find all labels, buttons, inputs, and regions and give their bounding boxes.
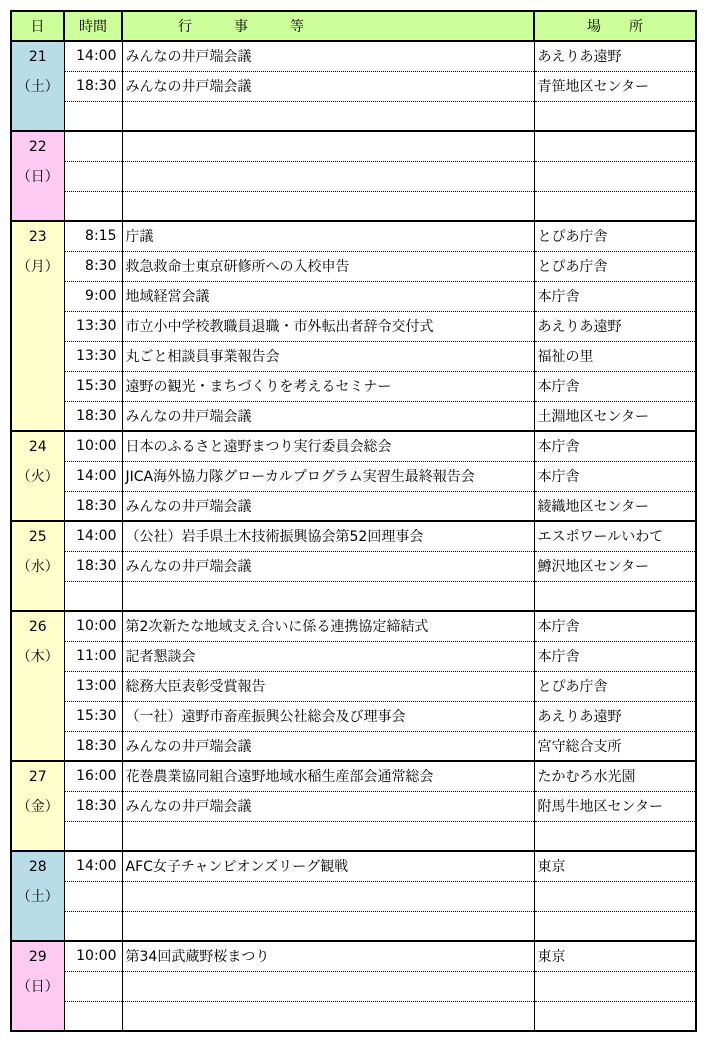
time-cell [64, 911, 122, 941]
schedule-row [11, 911, 696, 941]
day-number: 23 [28, 229, 47, 245]
schedule-row [11, 611, 696, 641]
event-cell: みんなの井戸端会議 [122, 71, 534, 101]
time-cell [64, 581, 122, 611]
event-cell [122, 821, 534, 851]
time-cell: 13:30 [64, 341, 122, 371]
schedule-row [11, 551, 696, 581]
place-cell: 鱒沢地区センター [534, 551, 696, 581]
schedule-row [11, 821, 696, 851]
place-cell: 本庁舎 [534, 431, 696, 461]
schedule-row [11, 731, 696, 761]
time-cell: 10:00 [64, 431, 122, 461]
day-number: 25 [28, 529, 47, 545]
day-weekday: （水） [16, 559, 59, 575]
event-cell [122, 1001, 534, 1031]
event-cell [122, 131, 534, 161]
event-cell: 地域経営会議 [122, 281, 534, 311]
event-cell: みんなの井戸端会議 [122, 41, 534, 71]
schedule-row [11, 971, 696, 1001]
schedule-row [11, 191, 696, 221]
time-cell: 10:00 [64, 611, 122, 641]
place-cell [534, 1001, 696, 1031]
schedule-row [11, 401, 696, 431]
schedule-row [11, 671, 696, 701]
schedule-row [11, 371, 696, 401]
day-weekday: （土） [16, 889, 59, 905]
event-cell: みんなの井戸端会議 [122, 551, 534, 581]
header-row [11, 11, 696, 41]
event-cell [122, 101, 534, 131]
day-weekday: （日） [16, 169, 59, 185]
place-cell: 宮守総合支所 [534, 731, 696, 761]
header-time: 時間 [64, 11, 122, 41]
event-cell: 丸ごと相談員事業報告会 [122, 341, 534, 371]
event-cell: （一社）遠野市畜産振興公社総会及び理事会 [122, 701, 534, 731]
day-number: 29 [28, 949, 47, 965]
schedule-row [11, 161, 696, 191]
time-cell [64, 161, 122, 191]
place-cell [534, 821, 696, 851]
event-cell: 第34回武蔵野桜まつり [122, 941, 534, 971]
schedule-row [11, 281, 696, 311]
day-cell [11, 761, 64, 851]
schedule-row [11, 131, 696, 161]
event-cell: みんなの井戸端会議 [122, 401, 534, 431]
schedule-row [11, 41, 696, 71]
schedule-body [11, 41, 696, 1031]
schedule-row [11, 221, 696, 251]
time-cell [64, 1001, 122, 1031]
event-cell: 総務大臣表彰受賞報告 [122, 671, 534, 701]
event-cell [122, 881, 534, 911]
day-weekday: （火） [16, 469, 59, 485]
day-cell [11, 221, 64, 431]
time-cell: 14:00 [64, 521, 122, 551]
place-cell: とぴあ庁舎 [534, 221, 696, 251]
event-cell: 第2次新たな地域支え合いに係る連携協定締結式 [122, 611, 534, 641]
day-weekday: （土） [16, 79, 59, 95]
header-day: 日 [11, 11, 64, 41]
schedule-row [11, 71, 696, 101]
day-weekday: （金） [16, 799, 59, 815]
time-cell: 18:30 [64, 731, 122, 761]
place-cell: 東京 [534, 941, 696, 971]
schedule-row [11, 521, 696, 551]
day-cell [11, 431, 64, 521]
time-cell [64, 821, 122, 851]
schedule-row [11, 761, 696, 791]
schedule-row [11, 461, 696, 491]
place-cell [534, 101, 696, 131]
place-cell: たかむろ水光園 [534, 761, 696, 791]
schedule-row [11, 431, 696, 461]
time-cell: 10:00 [64, 941, 122, 971]
time-cell: 13:30 [64, 311, 122, 341]
day-number: 26 [28, 619, 47, 635]
time-cell: 8:15 [64, 221, 122, 251]
day-weekday: （木） [16, 649, 59, 665]
event-cell: （公社）岩手県土木技術振興協会第52回理事会 [122, 521, 534, 551]
event-cell: みんなの井戸端会議 [122, 731, 534, 761]
place-cell [534, 881, 696, 911]
schedule-row [11, 701, 696, 731]
place-cell: 土淵地区センター [534, 401, 696, 431]
day-number: 27 [28, 769, 47, 785]
header-event: 行 事 等 [122, 11, 534, 41]
day-cell [11, 851, 64, 941]
header-place: 場 所 [534, 11, 696, 41]
time-cell: 9:00 [64, 281, 122, 311]
schedule-row [11, 641, 696, 671]
schedule-row [11, 941, 696, 971]
event-cell [122, 971, 534, 1001]
event-cell [122, 581, 534, 611]
place-cell: 附馬牛地区センター [534, 791, 696, 821]
event-cell: 救急救命士東京研修所への入校申告 [122, 251, 534, 281]
day-cell [11, 521, 64, 611]
place-cell [534, 581, 696, 611]
event-cell: AFC女子チャンピオンズリーグ観戦 [122, 851, 534, 881]
place-cell: 綾織地区センター [534, 491, 696, 521]
time-cell [64, 971, 122, 1001]
day-cell [11, 41, 64, 131]
day-number: 22 [28, 139, 47, 155]
event-cell: 遠野の観光・まちづくりを考えるセミナー [122, 371, 534, 401]
event-cell [122, 191, 534, 221]
place-cell [534, 131, 696, 161]
place-cell [534, 191, 696, 221]
place-cell: あえりあ遠野 [534, 311, 696, 341]
time-cell [64, 101, 122, 131]
time-cell: 14:00 [64, 851, 122, 881]
time-cell: 18:30 [64, 71, 122, 101]
event-cell: 日本のふるさと遠野まつり実行委員会総会 [122, 431, 534, 461]
time-cell: 16:00 [64, 761, 122, 791]
place-cell: とぴあ庁舎 [534, 251, 696, 281]
place-cell: あえりあ遠野 [534, 41, 696, 71]
event-cell [122, 911, 534, 941]
time-cell: 8:30 [64, 251, 122, 281]
time-cell: 11:00 [64, 641, 122, 671]
place-cell: 本庁舎 [534, 461, 696, 491]
schedule-row [11, 881, 696, 911]
schedule-row [11, 851, 696, 881]
day-number: 24 [28, 439, 47, 455]
event-cell: 記者懇談会 [122, 641, 534, 671]
day-weekday: （日） [16, 979, 59, 995]
event-cell: みんなの井戸端会議 [122, 791, 534, 821]
schedule-row [11, 311, 696, 341]
time-cell: 18:30 [64, 791, 122, 821]
event-cell: 市立小中学校教職員退職・市外転出者辞令交付式 [122, 311, 534, 341]
schedule-table [10, 10, 697, 1032]
schedule-row [11, 791, 696, 821]
day-cell [11, 941, 64, 1031]
place-cell: 本庁舎 [534, 611, 696, 641]
place-cell: エスポワールいわて [534, 521, 696, 551]
schedule-row [11, 341, 696, 371]
event-cell: みんなの井戸端会議 [122, 491, 534, 521]
place-cell [534, 161, 696, 191]
place-cell: 本庁舎 [534, 641, 696, 671]
day-cell [11, 131, 64, 221]
place-cell: 東京 [534, 851, 696, 881]
time-cell [64, 131, 122, 161]
day-number: 28 [28, 859, 47, 875]
day-number: 21 [28, 49, 47, 65]
schedule-row [11, 581, 696, 611]
time-cell: 14:00 [64, 41, 122, 71]
time-cell: 18:30 [64, 491, 122, 521]
day-weekday: （月） [16, 259, 59, 275]
time-cell [64, 881, 122, 911]
time-cell: 15:30 [64, 371, 122, 401]
time-cell: 15:30 [64, 701, 122, 731]
place-cell: 本庁舎 [534, 371, 696, 401]
place-cell: 青笹地区センター [534, 71, 696, 101]
event-cell: 花巻農業協同組合遠野地域水稲生産部会通常総会 [122, 761, 534, 791]
day-cell [11, 611, 64, 761]
time-cell: 18:30 [64, 401, 122, 431]
event-cell [122, 161, 534, 191]
time-cell: 14:00 [64, 461, 122, 491]
schedule-row [11, 101, 696, 131]
schedule-row [11, 1001, 696, 1031]
event-cell: 庁議 [122, 221, 534, 251]
schedule-row [11, 251, 696, 281]
place-cell: あえりあ遠野 [534, 701, 696, 731]
place-cell [534, 911, 696, 941]
event-cell: JICA海外協力隊グローカルプログラム実習生最終報告会 [122, 461, 534, 491]
schedule-row [11, 491, 696, 521]
place-cell: 福祉の里 [534, 341, 696, 371]
time-cell [64, 191, 122, 221]
time-cell: 18:30 [64, 551, 122, 581]
time-cell: 13:00 [64, 671, 122, 701]
place-cell: とぴあ庁舎 [534, 671, 696, 701]
place-cell: 本庁舎 [534, 281, 696, 311]
place-cell [534, 971, 696, 1001]
